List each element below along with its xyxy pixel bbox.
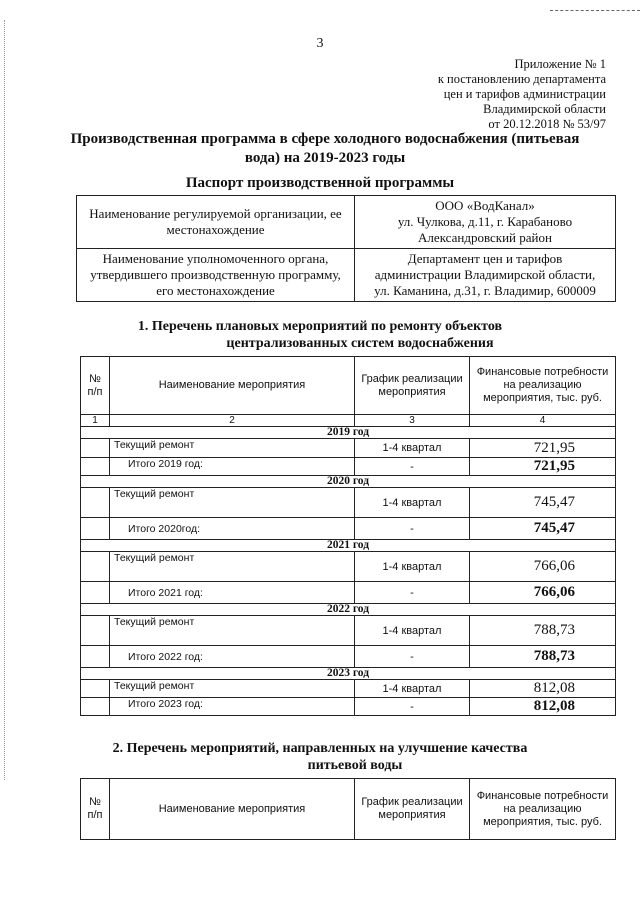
item-period: 1-4 квартал (355, 439, 470, 458)
section1-title (0, 318, 640, 352)
total-label: Итого 2022 год: (110, 646, 355, 668)
appendix-line: Владимирской области (483, 102, 606, 116)
total-row (81, 458, 616, 476)
year-label: 2023 год (81, 668, 616, 680)
column-index: 2 (110, 415, 355, 427)
col-num-header: № п/п (81, 357, 110, 415)
item-name: Текущий ремонт (110, 680, 355, 698)
column-index-row (81, 415, 616, 427)
table-row (81, 616, 616, 646)
table-row (81, 552, 616, 582)
col-finance-header: Финансовые потребности на реализацию мероприятия, тыс. руб. (470, 779, 616, 840)
total-period: - (355, 646, 470, 668)
year-label: 2021 год (81, 540, 616, 552)
section2-title (0, 740, 640, 774)
item-amount: 788,73 (470, 616, 616, 646)
page-number: 3 (316, 36, 324, 51)
total-row (81, 646, 616, 668)
year-label: 2020 год (81, 476, 616, 488)
total-label: Итого 2023 год: (110, 698, 355, 716)
section1-title-line: 1. Перечень плановых мероприятий по ремонту объектов (137, 319, 503, 334)
appendix-line: Приложение № 1 (514, 57, 606, 71)
column-index: 3 (355, 415, 470, 427)
total-period: - (355, 518, 470, 540)
total-amount: 721,95 (470, 458, 616, 476)
passport-line: администрации Владимирской области, (374, 267, 596, 282)
total-amount: 745,47 (470, 518, 616, 540)
repair-table (80, 356, 616, 716)
total-amount: 788,73 (470, 646, 616, 668)
document-title: Производственная программа в сфере холодного водоснабжения (питьевая вода) на 2019-2023 годы (70, 131, 580, 166)
total-amount: 766,06 (470, 582, 616, 604)
total-period: - (355, 698, 470, 716)
section1-title-line: централизованных систем водоснабжения (226, 336, 494, 351)
passport-authority-value (355, 249, 616, 302)
item-name: Текущий ремонт (110, 552, 355, 582)
appendix-line: цен и тарифов администрации (443, 87, 606, 101)
item-name: Текущий ремонт (110, 488, 355, 518)
appendix-line: от 20.12.2018 № 53/97 (488, 117, 606, 131)
item-period: 1-4 квартал (355, 680, 470, 698)
scan-left-edge (4, 20, 5, 780)
total-row (81, 518, 616, 540)
total-period: - (355, 458, 470, 476)
total-label: Итого 2020год: (110, 518, 355, 540)
total-row (81, 698, 616, 716)
table-row (81, 680, 616, 698)
passport-line: ул. Чулкова, д.11, г. Карабаново (397, 214, 573, 229)
item-period: 1-4 квартал (355, 616, 470, 646)
passport-org-label: Наименование регулируемой организации, ее местонахождение (77, 196, 355, 249)
year-row (81, 540, 616, 552)
col-schedule-header: График реализации мероприятия (355, 357, 470, 415)
passport-line: Департамент цен и тарифов (407, 251, 563, 266)
column-index: 4 (470, 415, 616, 427)
year-label: 2022 год (81, 604, 616, 616)
col-finance-header: Финансовые потребности на реализацию мероприятия, тыс. руб. (470, 357, 616, 415)
item-name: Текущий ремонт (110, 616, 355, 646)
year-row (81, 476, 616, 488)
section2-title-line: 2. Перечень мероприятий, направленных на улучшение качества (112, 741, 528, 756)
passport-line: ул. Каманина, д.31, г. Владимир, 600009 (374, 283, 596, 298)
item-amount: 721,95 (470, 439, 616, 458)
total-label: Итого 2019 год: (110, 458, 355, 476)
table-row (81, 488, 616, 518)
scan-edge-mark (550, 10, 640, 11)
total-row (81, 582, 616, 604)
item-period: 1-4 квартал (355, 552, 470, 582)
item-name: Текущий ремонт (110, 439, 355, 458)
col-name-header: Наименование мероприятия (110, 779, 355, 840)
col-schedule-header: График реализации мероприятия (355, 779, 470, 840)
passport-table (76, 195, 616, 302)
year-row (81, 668, 616, 680)
col-name-header: Наименование мероприятия (110, 357, 355, 415)
item-amount: 812,08 (470, 680, 616, 698)
section2-title-line: питьевой воды (307, 758, 403, 773)
table-row (81, 439, 616, 458)
appendix-header (438, 57, 606, 132)
total-amount: 812,08 (470, 698, 616, 716)
item-period: 1-4 квартал (355, 488, 470, 518)
item-amount: 745,47 (470, 488, 616, 518)
column-index: 1 (81, 415, 110, 427)
passport-line: ООО «ВодКанал» (435, 198, 535, 213)
passport-authority-label: Наименование уполномоченного органа, утвердившего производственную программу, его местонахождение (77, 249, 355, 302)
total-period: - (355, 582, 470, 604)
passport-title: Паспорт производственной программы (185, 175, 455, 191)
passport-org-value (355, 196, 616, 249)
passport-line: Александровский район (418, 230, 552, 245)
year-row (81, 427, 616, 439)
year-row (81, 604, 616, 616)
year-label: 2019 год (81, 427, 616, 439)
quality-table (80, 778, 616, 840)
appendix-line: к постановлению департамента (437, 72, 606, 86)
total-label: Итого 2021 год: (110, 582, 355, 604)
item-amount: 766,06 (470, 552, 616, 582)
col-num-header: № п/п (81, 779, 110, 840)
